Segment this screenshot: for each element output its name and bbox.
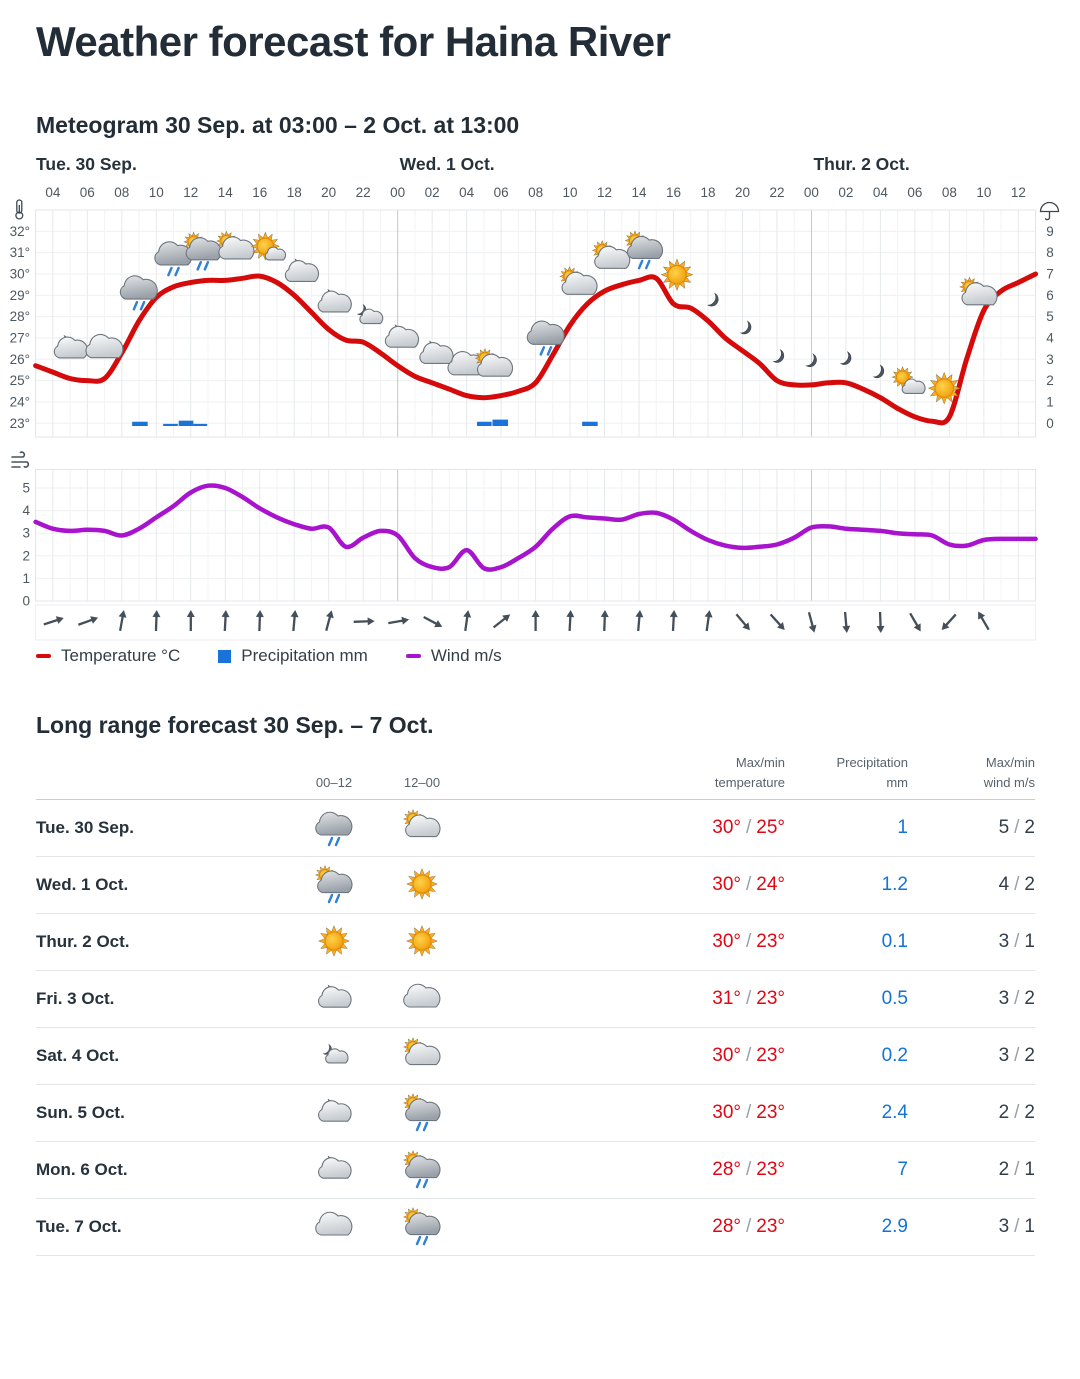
hour-tick-label: 18 [700, 185, 716, 200]
wind-max: 3 [998, 931, 1010, 952]
day-label: Wed. 1 Oct. [399, 154, 495, 174]
am-icon-cell [286, 1205, 382, 1249]
wind-min: 1 [1024, 1216, 1035, 1237]
precip-axis-label: 2 [1046, 373, 1054, 389]
hour-tick-label: 22 [355, 185, 371, 200]
wind-axis-label: 5 [22, 480, 30, 496]
wind-arrow [221, 610, 230, 631]
hour-tick-label: 08 [528, 185, 544, 200]
partly-cloudy-night-icon [54, 336, 87, 358]
partly-cloudy-day-icon [960, 277, 997, 305]
wind-separator: / [1014, 988, 1020, 1009]
partly-cloudy-day-icon [593, 241, 630, 269]
hour-tick-label: 20 [321, 185, 337, 200]
pm-icon-cell [382, 1091, 462, 1135]
temp-separator: / [745, 1102, 752, 1123]
table-row [36, 1142, 1035, 1199]
wind-axis-label: 4 [22, 503, 30, 519]
precip-axis-label: 6 [1046, 287, 1054, 303]
hour-tick-label: 14 [217, 185, 233, 200]
am-icon-cell [286, 1148, 382, 1192]
hour-tick-label: 22 [769, 185, 785, 200]
header-precipitation-line1: Precipitation [836, 755, 908, 770]
am-icon-cell [286, 863, 382, 907]
precip-axis-label: 9 [1046, 223, 1054, 239]
wind-direction-arrows [43, 609, 993, 633]
precip-cell: 0.5 [881, 988, 908, 1009]
legend-label: Wind m/s [430, 646, 502, 665]
hour-tick-label: 08 [941, 185, 957, 200]
precip-cell: 0.1 [881, 931, 908, 952]
hour-tick-label: 16 [252, 185, 268, 200]
pm-icon-cell [382, 1034, 462, 1078]
temp-separator: / [745, 874, 752, 895]
header-am: 00–12 [315, 774, 353, 790]
header-pm: 12–00 [403, 774, 441, 790]
legend-item [36, 646, 180, 666]
pm-icon-cell [382, 1205, 462, 1249]
forecast-table [36, 753, 1035, 1256]
hour-tick-label: 02 [424, 185, 440, 200]
temp-max: 30° [712, 874, 741, 895]
legend-label: Precipitation mm [241, 646, 368, 665]
wind-min: 2 [1024, 988, 1035, 1009]
temp-max: 30° [712, 1045, 741, 1066]
wind-arrow [805, 611, 818, 633]
hour-tick-label: 20 [734, 185, 750, 200]
hour-tick-label: 06 [79, 185, 95, 200]
temp-min: 23° [756, 931, 785, 952]
precip-cell: 2.9 [881, 1216, 908, 1237]
temp-cell [462, 1102, 785, 1124]
table-row [36, 1085, 1035, 1142]
pm-icon-cell [382, 1148, 462, 1192]
table-row [36, 1028, 1035, 1085]
header-wind-line2: wind m/s [983, 774, 1035, 790]
wind-min: 2 [1024, 1102, 1035, 1123]
meteogram-legend [36, 646, 502, 666]
partly-cloudy-night-icon [319, 985, 352, 1007]
header-precipitation [785, 753, 908, 802]
light-rain-icon [316, 812, 352, 845]
header-temperature-line1: Max/min [735, 755, 785, 770]
weather-icon [312, 1091, 356, 1135]
temp-min: 25° [756, 817, 785, 838]
wind-separator: / [1014, 1216, 1020, 1237]
table-header [36, 753, 1035, 800]
wind-arrow [422, 614, 444, 631]
partly-cloudy-day-icon [217, 231, 254, 259]
precipitation-bar [193, 424, 207, 426]
legend-marker [406, 654, 421, 659]
day-cell: Sun. 5 Oct. [36, 1103, 125, 1122]
precipitation-bar [132, 422, 148, 426]
fair-night-icon [357, 304, 382, 323]
wind-max: 3 [998, 988, 1010, 1009]
cloudy-icon [404, 984, 440, 1007]
temp-cell [462, 1045, 785, 1067]
weather-icon [400, 1148, 444, 1192]
weather-icon [400, 863, 444, 907]
temp-cell [462, 931, 785, 953]
precip-axis-label: 7 [1046, 266, 1054, 282]
sunny-icon [407, 926, 438, 957]
am-icon-cell [286, 1091, 382, 1135]
sunny-icon [319, 926, 350, 957]
day-cell: Tue. 7 Oct. [36, 1217, 122, 1236]
temp-axis-label: 25° [9, 373, 30, 389]
wind-arrow [975, 610, 992, 632]
weather-icon [312, 920, 356, 964]
wind-arrow [532, 610, 540, 631]
temp-axis-label: 23° [9, 415, 30, 431]
wind-cell [908, 1102, 1035, 1124]
page-title: Weather forecast for Haina River [36, 18, 671, 65]
temp-cell [462, 1159, 785, 1181]
wind-arrow [77, 614, 99, 629]
hour-tick-label: 12 [1010, 185, 1026, 200]
pm-icon-cell [382, 806, 462, 850]
legend-marker [36, 654, 51, 659]
temp-separator: / [745, 1045, 752, 1066]
hour-tick-label: 16 [666, 185, 682, 200]
header-temperature-line2: temperature [714, 774, 785, 790]
temp-max: 30° [712, 817, 741, 838]
wind-arrow [116, 609, 128, 631]
wind-arrow [907, 611, 924, 633]
temp-axis-label: 32° [9, 223, 30, 239]
wind-cell [908, 1216, 1035, 1238]
hour-tick-label: 04 [45, 185, 61, 200]
wind-max: 3 [998, 1216, 1010, 1237]
temp-separator: / [745, 817, 752, 838]
pm-icon-cell [382, 920, 462, 964]
day-cell: Fri. 3 Oct. [36, 989, 115, 1008]
hour-tick-label: 10 [562, 185, 578, 200]
wind-min: 2 [1024, 874, 1035, 895]
wind-icon [12, 452, 28, 467]
wind-max: 4 [998, 874, 1010, 895]
temp-min: 23° [756, 1216, 785, 1237]
wind-arrow [768, 612, 788, 633]
wind-min: 1 [1024, 1159, 1035, 1180]
wind-cell [908, 874, 1035, 896]
partly-cloudy-day-icon [475, 349, 512, 377]
weather-icon [312, 1205, 356, 1249]
wind-arrow [289, 610, 299, 632]
temp-cell [462, 988, 785, 1010]
precipitation-bar [477, 422, 492, 426]
wind-arrow [354, 617, 375, 626]
day-cell: Thur. 2 Oct. [36, 932, 130, 951]
wind-arrow [322, 609, 335, 631]
partly-cloudy-night-icon [285, 259, 318, 281]
temp-axis-label: 27° [9, 330, 30, 346]
header-precipitation-line2: mm [886, 774, 908, 790]
temp-min: 23° [756, 1045, 785, 1066]
wind-separator: / [1014, 874, 1020, 895]
temp-min: 23° [756, 1159, 785, 1180]
mostly-sunny-icon [251, 232, 285, 260]
wind-separator: / [1014, 1102, 1020, 1123]
am-icon-cell [286, 920, 382, 964]
partly-cloudy-night-icon [319, 1156, 352, 1178]
wind-arrow [491, 611, 512, 630]
table-row [36, 914, 1035, 971]
day-label: Thur. 2 Oct. [813, 154, 910, 174]
longrange-heading: Long range forecast 30 Sep. – 7 Oct. [36, 712, 434, 738]
clear-night-icon [774, 350, 784, 363]
temp-cell [462, 1216, 785, 1238]
wind-separator: / [1014, 931, 1020, 952]
partly-cloudy-day-icon [404, 810, 440, 837]
clear-night-icon [874, 365, 884, 378]
precipitation-bar [179, 421, 194, 426]
temp-max: 31° [712, 988, 741, 1009]
wind-arrow [566, 610, 575, 631]
am-icon-cell [286, 977, 382, 1021]
temp-axis-label: 24° [9, 394, 30, 410]
precip-axis-label: 5 [1046, 309, 1054, 325]
legend-item [406, 646, 502, 666]
weather-icon [312, 1148, 356, 1192]
wind-arrow [841, 612, 851, 634]
temp-max: 30° [712, 931, 741, 952]
rain-showers-day-icon [625, 231, 662, 268]
precipitation-bar [582, 422, 598, 426]
thermometer-icon [16, 200, 23, 219]
header-day [36, 792, 286, 802]
hour-tick-label: 02 [838, 185, 854, 200]
weather-icon [400, 920, 444, 964]
sunny-icon [407, 869, 438, 900]
hour-tick-label: 14 [631, 185, 647, 200]
precipitation-bar [492, 420, 508, 426]
temp-max: 28° [712, 1159, 741, 1180]
wind-arrow [600, 610, 609, 631]
temp-separator: / [745, 988, 752, 1009]
wind-cell [908, 1159, 1035, 1181]
hour-tick-label: 10 [148, 185, 164, 200]
legend-label: Temperature °C [61, 646, 181, 665]
wind-arrow [187, 610, 195, 631]
day-cell: Sat. 4 Oct. [36, 1046, 120, 1065]
header-wind-line1: Max/min [985, 755, 1035, 770]
weather-icon [400, 806, 444, 850]
wind-cell [908, 988, 1035, 1010]
wind-arrow [43, 614, 65, 628]
wind-arrow [388, 616, 410, 628]
weather-icon [400, 1034, 444, 1078]
day-cell: Mon. 6 Oct. [36, 1160, 128, 1179]
rain-showers-day-icon [404, 1151, 440, 1187]
temp-min: 23° [756, 1102, 785, 1123]
wind-min: 2 [1024, 1045, 1035, 1066]
hour-tick-label: 00 [803, 185, 819, 200]
wind-max: 2 [998, 1159, 1010, 1180]
precip-axis-label: 1 [1046, 394, 1054, 410]
precip-cell: 1 [897, 817, 908, 838]
header-temperature [462, 753, 785, 802]
day-cell: Tue. 30 Sep. [36, 818, 134, 837]
partly-cloudy-night-icon [420, 341, 453, 363]
weather-icon [312, 806, 356, 850]
precip-cell: 1.2 [881, 874, 908, 895]
temp-cell [462, 817, 785, 839]
precip-axis-label: 3 [1046, 351, 1054, 367]
temp-max: 28° [712, 1216, 741, 1237]
hour-tick-label: 12 [183, 185, 199, 200]
hour-tick-label: 12 [597, 185, 613, 200]
day-label: Tue. 30 Sep. [36, 154, 137, 174]
sunny-icon [661, 259, 692, 290]
temp-cell [462, 874, 785, 896]
meteogram-heading: Meteogram 30 Sep. at 03:00 – 2 Oct. at 13:00 [36, 112, 520, 138]
wind-min: 2 [1024, 817, 1035, 838]
weather-icon [400, 977, 444, 1021]
wind-max: 5 [998, 817, 1010, 838]
table-row [36, 971, 1035, 1028]
am-icon-cell [286, 1034, 382, 1078]
wind-arrow [939, 612, 959, 633]
fair-day-icon [892, 367, 925, 394]
temp-axis-label: 26° [9, 351, 30, 367]
wind-separator: / [1014, 817, 1020, 838]
wind-max: 2 [998, 1102, 1010, 1123]
hour-tick-label: 06 [907, 185, 923, 200]
temp-min: 24° [756, 874, 785, 895]
temp-min: 23° [756, 988, 785, 1009]
wind-arrow [255, 610, 264, 631]
umbrella-icon [1041, 203, 1059, 220]
partly-cloudy-night-icon [385, 325, 418, 347]
wind-axis-label: 0 [22, 593, 30, 609]
table-row [36, 857, 1035, 914]
wind-axis-label: 2 [22, 548, 30, 564]
wind-arrow [669, 610, 678, 631]
temp-separator: / [745, 1216, 752, 1237]
hour-tick-label: 06 [493, 185, 509, 200]
wind-max: 3 [998, 1045, 1010, 1066]
hour-tick-label: 04 [459, 185, 475, 200]
wind-arrow [461, 610, 472, 632]
hour-tick-label: 04 [872, 185, 888, 200]
am-icon-cell [286, 806, 382, 850]
partly-cloudy-night-icon [319, 1099, 352, 1121]
weather-icons [54, 231, 997, 404]
partly-cloudy-day-icon [560, 267, 597, 295]
wind-min: 1 [1024, 931, 1035, 952]
temp-separator: / [745, 1159, 752, 1180]
wind-cell [908, 1045, 1035, 1067]
temp-axis-label: 29° [9, 287, 30, 303]
wind-axis-label: 3 [22, 525, 30, 541]
temp-separator: / [745, 931, 752, 952]
precip-axis-label: 4 [1046, 330, 1054, 346]
wind-arrow [876, 612, 885, 633]
precip-cell: 2.4 [881, 1102, 908, 1123]
temp-axis-label: 28° [9, 309, 30, 325]
temp-axis-label: 31° [9, 245, 30, 261]
day-cell: Wed. 1 Oct. [36, 875, 129, 894]
precipitation-bar [163, 424, 178, 426]
fair-night-icon [323, 1044, 348, 1063]
pm-icon-cell [382, 863, 462, 907]
precip-axis-label: 0 [1046, 415, 1054, 431]
weather-icon [312, 1034, 356, 1078]
precip-cell: 0.2 [881, 1045, 908, 1066]
hour-tick-label: 18 [286, 185, 302, 200]
rain-showers-day-icon [404, 1208, 440, 1244]
table-row [36, 800, 1035, 857]
rain-showers-day-icon [316, 866, 352, 902]
hour-tick-label: 10 [976, 185, 992, 200]
table-row [36, 1199, 1035, 1256]
wind-cell [908, 817, 1035, 839]
precip-cell: 7 [897, 1159, 908, 1180]
wind-arrow [733, 612, 753, 633]
wind-axis-label: 1 [22, 570, 30, 586]
wind-separator: / [1014, 1045, 1020, 1066]
wind-cell [908, 931, 1035, 953]
weather-icon [400, 1205, 444, 1249]
weather-icon [312, 863, 356, 907]
weather-icon [312, 977, 356, 1021]
weather-icon [400, 1091, 444, 1135]
wind-arrow [634, 610, 644, 632]
legend-item [218, 646, 368, 666]
wind-arrow [703, 610, 714, 632]
wind-separator: / [1014, 1159, 1020, 1180]
wind-arrow [152, 610, 161, 631]
cloudy-icon [316, 1212, 352, 1235]
temp-axis-label: 30° [9, 266, 30, 282]
hour-tick-label: 08 [114, 185, 130, 200]
hour-tick-label: 00 [390, 185, 406, 200]
rain-showers-day-icon [404, 1094, 440, 1130]
legend-marker [218, 650, 231, 663]
temp-max: 30° [712, 1102, 741, 1123]
partly-cloudy-day-icon [404, 1038, 440, 1065]
precip-axis-label: 8 [1046, 245, 1054, 261]
header-wind [908, 753, 1035, 802]
pm-icon-cell [382, 977, 462, 1021]
